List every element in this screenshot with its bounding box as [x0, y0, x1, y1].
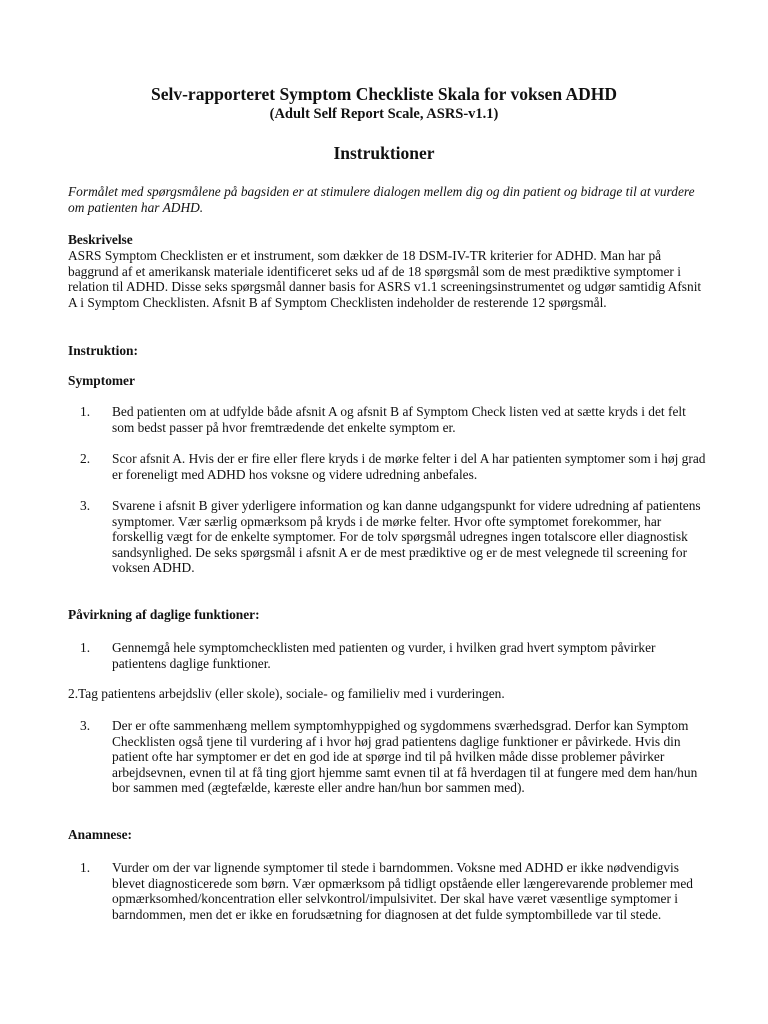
- instructions-heading: Instruktioner: [333, 143, 435, 163]
- description-heading: Beskrivelse: [68, 232, 133, 247]
- item-text: Der er ofte sammenhæng mellem symptomhyppighed og sygdommens sværhedsgrad. Derfor kan Symptom Checklisten også tjene til vurdering af i hvor høj grad patientens daglige funktioner er påvirkede. Hvis din patient ofte har symptomer er det en god ide at spørge ind til på hvilken måde disse problemer påvirker arbejdsevnen, evnen til at få ting gjort hjemme samt evnen til at få hverdagen til at fungere med dem han/hun bor sammen med (ægtefælde, kæreste eller andre han/hun bor sammen med).: [112, 718, 698, 796]
- item-text: Bed patienten om at udfylde både afsnit A og afsnit B af Symptom Check listen ved at sætte kryds i det felt som bedst passer på hvor fremtrædende det enkelte symptom er.: [112, 404, 686, 435]
- daily-item-3: [68, 718, 708, 796]
- document-subtitle: (Adult Self Report Scale, ASRS-v1.1): [269, 106, 499, 122]
- daily-item-1: [68, 640, 708, 671]
- intro-paragraph: Formålet med spørgsmålene på bagsiden er at stimulere dialogen mellem dig og din patient og bidrage til at vurdere om patienten har ADHD.: [68, 184, 695, 215]
- symptoms-item-1: [68, 404, 708, 435]
- item-text: Svarene i afsnit B giver yderligere information og kan danne udgangspunkt for videre udredning af patientens symptomer. Vær særlig opmærksom på kryds i de mørke felter. Hvor ofte symptomet forekommer, har forskellig vægt for de enkelte symptomer. For de tolv spørgsmål udregnes ingen totalscore eller diagnostisk sandsynlighed. De seks spørgsmål i afsnit A er de mest prædiktive og er de mest velegnede til screening for voksen ADHD.: [112, 498, 701, 576]
- anamnesis-heading: Anamnese:: [68, 827, 132, 842]
- item-number: 3.: [80, 498, 91, 513]
- description-paragraph: ASRS Symptom Checklisten er et instrument, som dækker de 18 DSM-IV-TR kriterier for ADHD. Man har på baggrund af et amerikansk materiale identificeret seks ud af de 18 spørgsmål som de mest prædiktive symptomer i relation til ADHD. Disse seks spørgsmål danner basis for ASRS v1.1 screeningsinstrumentet og udgør samtidig Afsnit A i Symptom Checklisten. Afsnit B af Symptom Checklisten indeholder de resterende 12 spørgsmål.: [68, 248, 702, 310]
- item-number: 1.: [80, 404, 91, 419]
- item-text: Scor afsnit A. Hvis der er fire eller flere kryds i de mørke felter i del A har patienten symptomer som i høj grad er foreneligt med ADHD hos voksne og videre udredning anbefales.: [112, 451, 706, 482]
- instruction-heading: Instruktion:: [68, 343, 138, 358]
- item-text: Vurder om der var lignende symptomer til stede i barndommen. Voksne med ADHD er ikke nødvendigvis blevet diagnosticerede som børn. Vær opmærksom på tidligt opstående eller længerevarende problemer med opmærksomhed/koncentration eller selvkontrol/impulsivitet. Der skal have været væsentlige symptomer i barndommen, men det er ikke en forudsætning for diagnosen at det fulde symptombillede var til stede.: [112, 860, 693, 922]
- item-number: 2.: [80, 451, 91, 466]
- item-text: Gennemgå hele symptomchecklisten med patienten og vurder, i hvilken grad hvert symptom påvirker patientens daglige funktioner.: [112, 640, 656, 671]
- item-number: 3.: [80, 718, 91, 733]
- symptoms-item-2: [68, 451, 708, 482]
- symptoms-heading: Symptomer: [68, 373, 135, 388]
- item-number: 1.: [80, 860, 91, 875]
- item-number: 1.: [80, 640, 91, 655]
- anamnesis-item-1: [68, 860, 708, 922]
- document-title: Selv-rapporteret Symptom Checkliste Skala for voksen ADHD: [150, 84, 617, 104]
- daily-item-2: 2.Tag patientens arbejdsliv (eller skole), sociale- og familieliv med i vurderingen.: [68, 686, 505, 701]
- daily-functions-heading: Påvirkning af daglige funktioner:: [68, 607, 260, 622]
- symptoms-item-3: [68, 498, 708, 576]
